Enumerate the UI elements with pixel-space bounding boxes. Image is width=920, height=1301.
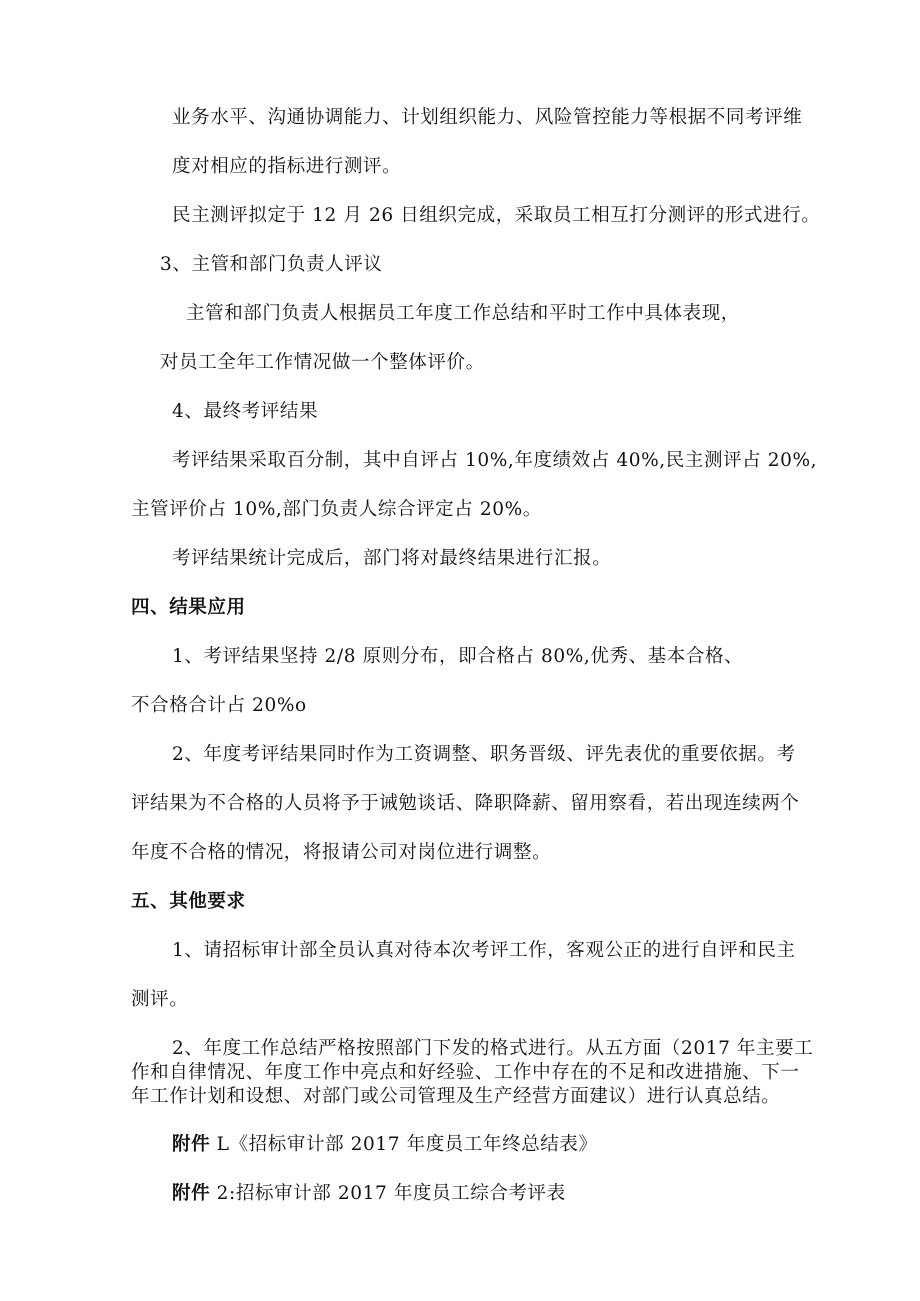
section-heading-results: 四、结果应用: [131, 597, 246, 618]
paragraph-line: 2、年度考评结果同时作为工资调整、职务晋级、评先表优的重要依据。考: [172, 744, 796, 765]
attachment-text: 2:招标审计部 2017 年度员工综合考评表: [210, 1183, 566, 1204]
paragraph-line: 考评结果统计完成后，部门将对最终结果进行汇报。: [172, 548, 612, 569]
paragraph-line: 年度不合格的情况，将报请公司对岗位进行调整。: [131, 842, 552, 863]
attachment-label: 附件: [172, 1183, 211, 1204]
paragraph-line: 主管评价占 10%,部门负责人综合评定占 20%。: [131, 499, 542, 520]
paragraph-line: 业务水平、沟通协调能力、计划组织能力、风险管控能力等根据不同考评维: [172, 107, 803, 128]
attachment-1: [172, 1133, 598, 1157]
paragraph-line: 考评结果采取百分制，其中自评占 10%,年度绩效占 40%,民主测评占 20%,: [172, 450, 818, 471]
attachment-label: 附件: [172, 1134, 211, 1155]
paragraph-line: 1、考评结果坚持 2/8 原则分布，即合格占 80%,优秀、基本合格、: [172, 646, 744, 667]
paragraph-line: 2、年度工作总结严格按照部门下发的格式进行。从五方面（2017 年主要工: [172, 1038, 814, 1059]
paragraph-line: 民主测评拟定于 12 月 26 日组织完成，采取员工相互打分测评的形式进行。: [172, 205, 821, 226]
paragraph-line: 度对相应的指标进行测评。: [172, 156, 402, 177]
section-heading-other: 五、其他要求: [131, 891, 246, 912]
paragraph-line: 主管和部门负责人根据员工年度工作总结和平时工作中具体表现，: [186, 303, 740, 324]
subheading: 3、主管和部门负责人评议: [160, 254, 383, 275]
paragraph-line: 不合格合计占 20%o: [131, 695, 307, 716]
paragraph-line: 评结果为不合格的人员将予于诫勉谈话、降职降薪、留用察看，若出现连续两个: [131, 793, 800, 814]
paragraph-line: 1、请招标审计部全员认真对待本次考评工作，客观公正的进行自评和民主: [172, 940, 796, 961]
paragraph-line: 年工作计划和设想、对部门或公司管理及生产经营方面建议）进行认真总结。: [131, 1086, 781, 1107]
paragraph-line: 作和自律情况、年度工作中亮点和好经验、工作中存在的不足和改进措施、下一: [131, 1062, 800, 1083]
paragraph-line: 测评。: [131, 989, 189, 1010]
attachment-text: L《招标审计部 2017 年度员工年终总结表》: [210, 1134, 598, 1155]
paragraph-line: 对员工全年工作情况做一个整体评价。: [160, 352, 485, 373]
subheading: 4、最终考评结果: [172, 401, 319, 422]
attachment-2: [172, 1182, 566, 1206]
